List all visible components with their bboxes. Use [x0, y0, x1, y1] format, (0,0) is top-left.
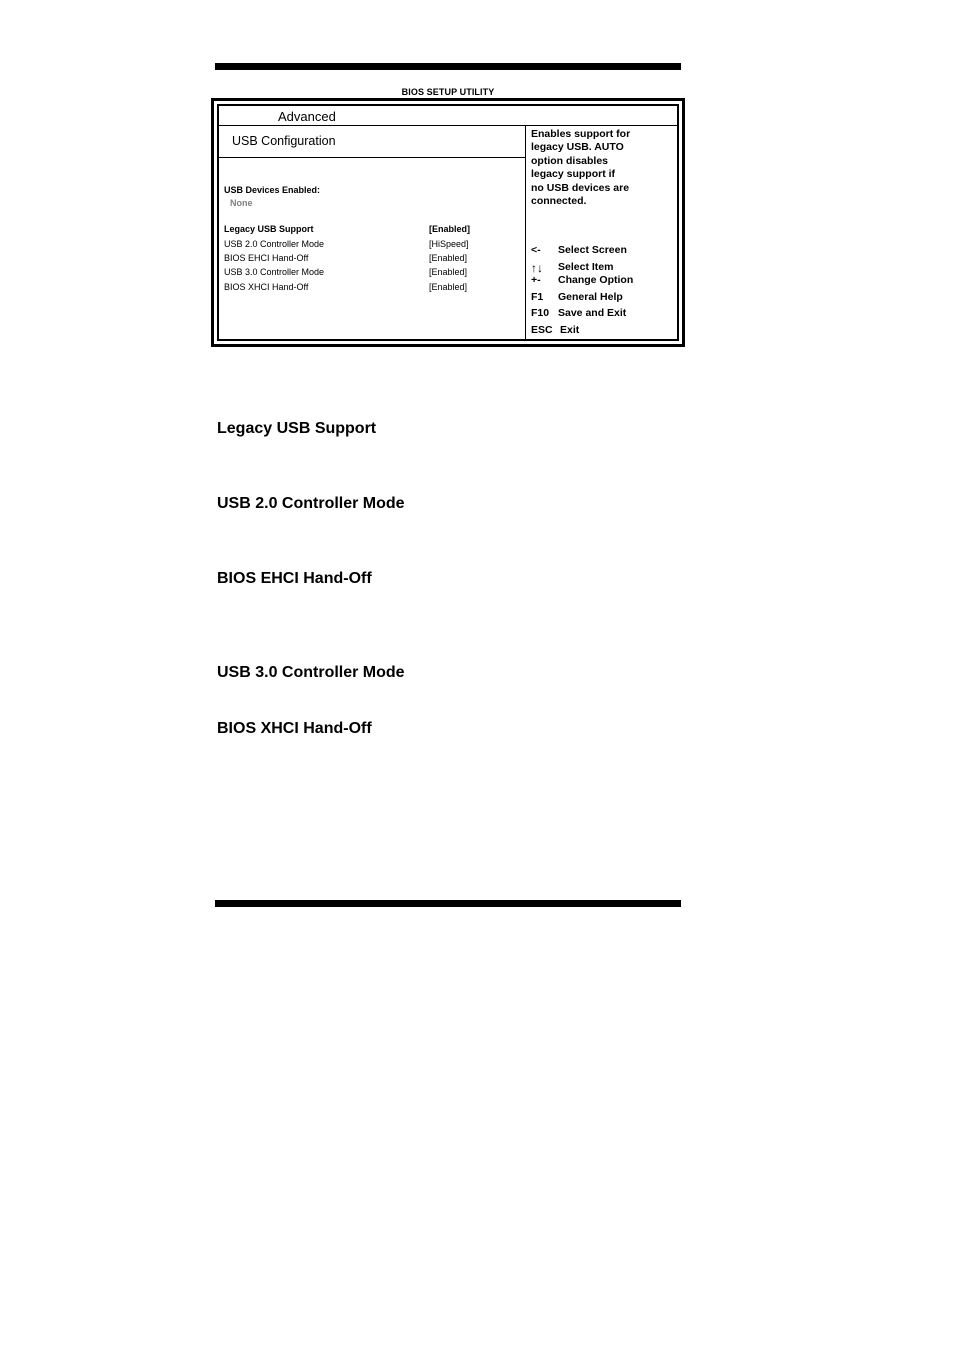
key-description: Select Item [558, 261, 614, 273]
heading-bios-ehci-hand-off: BIOS EHCI Hand-Off [217, 570, 372, 587]
setting-label: Legacy USB Support [224, 224, 314, 234]
tab-bar [219, 106, 677, 126]
setting-value[interactable]: [Enabled] [429, 224, 471, 234]
tab-advanced[interactable]: Advanced [278, 109, 336, 124]
setting-label: BIOS EHCI Hand-Off [224, 253, 309, 263]
heading-usb3-controller-mode: USB 3.0 Controller Mode [217, 664, 405, 681]
setting-usb3-controller-mode[interactable] [224, 267, 468, 277]
bios-utility-title: BIOS SETUP UTILITY [401, 87, 495, 97]
setting-value[interactable]: [Enabled] [429, 267, 468, 277]
setting-value[interactable]: [Enabled] [429, 282, 468, 292]
setting-label: USB 2.0 Controller Mode [224, 239, 325, 249]
help-line: legacy support if [531, 168, 616, 181]
key-description: Exit [560, 324, 580, 336]
section-title: USB Configuration [232, 134, 336, 148]
usb-devices-value: None [230, 198, 253, 208]
key-label: F1 [531, 291, 544, 303]
heading-usb2-controller-mode: USB 2.0 Controller Mode [217, 495, 405, 512]
section-header [219, 126, 525, 158]
setting-legacy-usb-support[interactable] [224, 224, 471, 234]
help-line: no USB devices are [531, 181, 630, 194]
setting-value[interactable]: [HiSpeed] [429, 239, 469, 249]
key-description: Save and Exit [558, 307, 627, 319]
help-line: Enables support for [531, 128, 631, 140]
bios-window [217, 104, 679, 341]
top-rule [215, 63, 681, 70]
key-description: General Help [558, 291, 623, 303]
key-label: <- [531, 244, 541, 256]
key-label: F10 [531, 307, 550, 319]
up-down-arrows-icon: ↑↓ [531, 261, 543, 275]
setting-usb2-controller-mode[interactable] [224, 239, 469, 249]
usb-devices-label: USB Devices Enabled: [224, 185, 321, 195]
key-description: Change Option [558, 274, 634, 286]
help-line: option disables [531, 154, 609, 167]
key-label: +- [531, 274, 541, 286]
setting-label: BIOS XHCI Hand-Off [224, 282, 309, 292]
settings-pane [219, 126, 525, 339]
help-text [531, 128, 671, 208]
setting-label: USB 3.0 Controller Mode [224, 267, 325, 277]
setting-bios-xhci-hand-off[interactable] [224, 282, 468, 292]
key-description: Select Screen [558, 244, 627, 256]
help-line: legacy USB. AUTO [531, 141, 624, 154]
heading-bios-xhci-hand-off: BIOS XHCI Hand-Off [217, 720, 372, 737]
setting-value[interactable]: [Enabled] [429, 253, 468, 263]
key-label: ESC [531, 324, 553, 336]
help-pane [525, 126, 677, 339]
setting-bios-ehci-hand-off[interactable] [224, 253, 468, 263]
heading-legacy-usb-support: Legacy USB Support [217, 420, 377, 437]
bottom-rule [215, 900, 681, 907]
help-line: connected. [531, 195, 587, 208]
